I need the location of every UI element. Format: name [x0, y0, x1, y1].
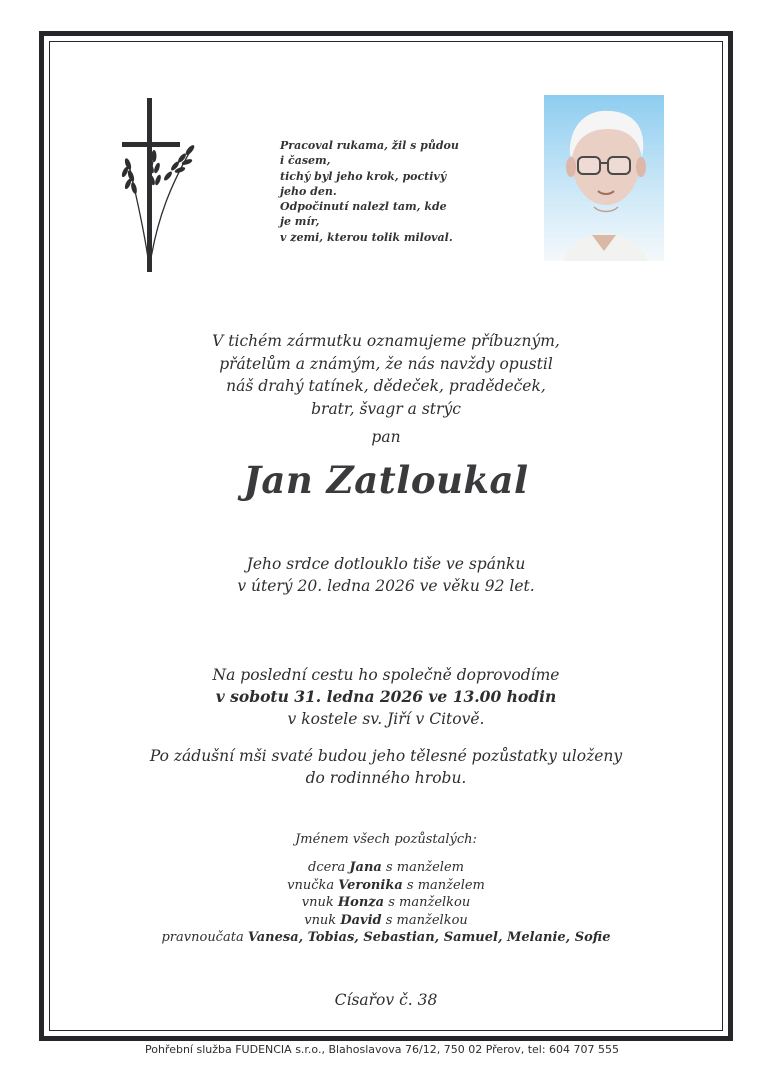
member-suffix: s manželem	[406, 877, 485, 893]
intro-line: přátelům a známým, že nás navždy opustil	[219, 354, 553, 373]
burial-info	[49, 745, 723, 789]
family-member	[49, 877, 723, 895]
intro-line: bratr, švagr a strýc	[311, 399, 461, 418]
family-member	[49, 912, 723, 930]
intro-line: náš drahý tatínek, dědeček, pradědeček,	[226, 377, 546, 395]
burial-line: Po zádušní mši svaté budou jeho tělesné pozůstatky uloženy	[149, 747, 623, 765]
poem-line: v zemi, kterou tolik miloval.	[280, 230, 453, 244]
family-heading: Jménem všech pozůstalých:	[295, 832, 477, 847]
deceased-name: Jan Zatloukal	[243, 458, 529, 502]
member-name: Jana	[349, 860, 382, 875]
member-suffix: s manželem	[386, 860, 464, 875]
funeral-place: v kostele sv. Jiří v Citově.	[287, 710, 485, 728]
family-member	[49, 929, 723, 947]
member-relation: vnuk	[301, 895, 334, 910]
death-line: v úterý 20. ledna 2026 ve věku 92 let.	[237, 577, 535, 595]
member-relation: vnučka	[287, 877, 335, 893]
family-address: Císařov č. 38	[334, 991, 438, 1009]
poem-line: Pracoval rukama, žil s půdou	[280, 139, 459, 152]
deceased-portrait-photo	[544, 95, 664, 261]
member-relation: pravnoučata	[161, 930, 244, 945]
family-member	[49, 894, 723, 912]
poem-line: jeho den.	[280, 184, 337, 198]
funeral-line: Na poslední cestu ho společně doprovodíme	[212, 666, 560, 684]
member-suffix: s manželkou	[388, 895, 471, 910]
family-member	[49, 859, 723, 877]
death-line: Jeho srdce dotlouklo tiše ve spánku	[246, 555, 526, 573]
poem-line: je mír,	[280, 215, 320, 229]
member-name: Honza	[337, 895, 385, 910]
poem	[280, 138, 510, 245]
family-list	[49, 859, 723, 947]
funeral-info	[49, 664, 723, 730]
salutation: pan	[371, 428, 401, 446]
member-name: Vanesa, Tobias, Sebastian, Samuel, Melanie, Sofie	[247, 930, 611, 945]
funeral-service-footer: Pohřební služba FUDENCIA s.r.o., Blahoslavova 76/12, 750 02 Přerov, tel: 604 707 555	[144, 1043, 620, 1056]
death-notice	[49, 553, 723, 597]
poem-line: tichý byl jeho krok, poctivý	[280, 169, 447, 183]
poem-line: i časem,	[280, 154, 331, 168]
member-relation: vnuk	[304, 912, 337, 928]
poem-line: Odpočinutí nalezl tam, kde	[280, 200, 447, 214]
burial-line: do rodinného hrobu.	[305, 769, 467, 787]
intro-line: V tichém zármutku oznamujeme příbuzným,	[212, 332, 560, 350]
member-suffix: s manželkou	[385, 912, 468, 928]
announcement-intro	[49, 330, 723, 420]
member-name: Veronika	[338, 877, 403, 893]
member-relation: dcera	[308, 860, 346, 875]
funeral-datetime: v sobotu 31. ledna 2026 ve 13.00 hodin	[215, 687, 557, 706]
member-name: David	[340, 912, 382, 928]
cross-with-wheat-icon	[118, 98, 198, 272]
